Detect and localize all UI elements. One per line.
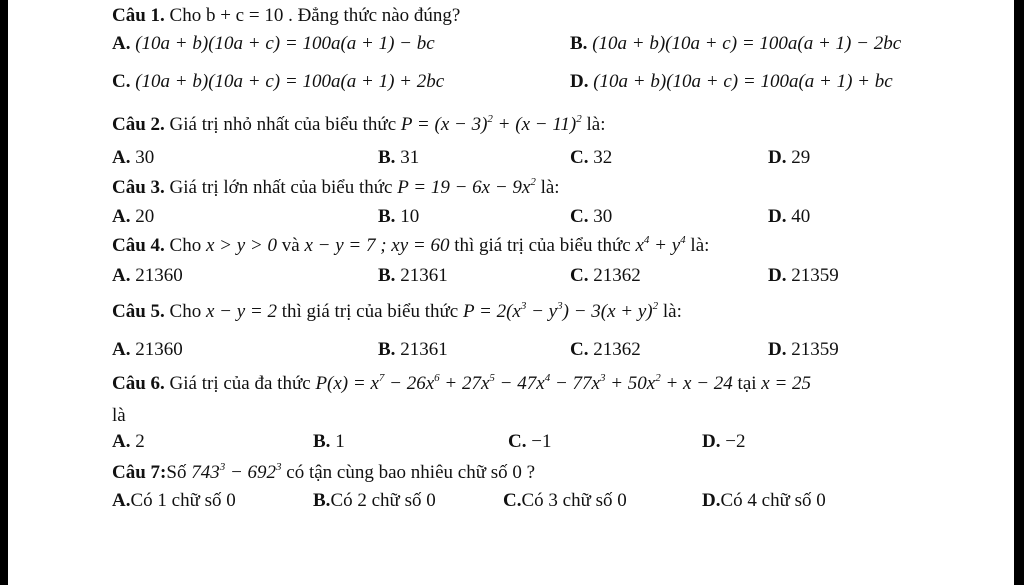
q1-option-a[interactable] bbox=[112, 32, 435, 56]
question-text: và bbox=[281, 235, 300, 256]
q7-option-c[interactable]: C.Có 3 chữ số 0 bbox=[503, 490, 627, 511]
math-expression: $x^4 + y^4$ bbox=[635, 234, 686, 256]
option-text: (10a + b)(10a + c) = 100a(a + 1) + bc bbox=[593, 71, 893, 92]
q4-option-b[interactable]: B. 21361 bbox=[378, 265, 448, 286]
math-expression: $P = (x - 3)^2 + (x - 11)^2$ bbox=[400, 113, 582, 135]
question-label: Câu 6. bbox=[112, 373, 165, 394]
q5-option-c[interactable]: C. 21362 bbox=[570, 339, 641, 360]
q6-option-b[interactable]: B. 1 bbox=[313, 431, 345, 452]
math-expression: $743^3 - 692^3$ bbox=[191, 461, 282, 483]
question-1-stem bbox=[112, 4, 460, 28]
q3-option-d[interactable]: D. 40 bbox=[768, 206, 811, 227]
q3-option-c[interactable]: C. 30 bbox=[570, 206, 613, 227]
option-label: C. bbox=[112, 71, 131, 92]
q1-option-d[interactable] bbox=[570, 70, 893, 94]
q3-option-a[interactable]: A. 20 bbox=[112, 206, 155, 227]
option-text: (10a + b)(10a + c) = 100a(a + 1) + 2bc bbox=[135, 71, 445, 92]
q4-option-c[interactable]: C. 21362 bbox=[570, 265, 641, 286]
question-label: Câu 7: bbox=[112, 462, 167, 483]
question-text: thì giá trị của biểu thức bbox=[454, 235, 631, 256]
q7-option-a[interactable]: A.Có 1 chữ số 0 bbox=[112, 490, 236, 511]
question-text: Cho b + c = 10 . Đẳng thức nào đúng? bbox=[169, 5, 461, 26]
question-6-continuation: là bbox=[112, 405, 126, 426]
question-text: Giá trị lớn nhất của biểu thức bbox=[169, 177, 393, 198]
q6-option-d[interactable]: D. −2 bbox=[702, 431, 746, 452]
option-text: (10a + b)(10a + c) = 100a(a + 1) − bc bbox=[135, 33, 435, 54]
question-text: Cho bbox=[169, 301, 202, 322]
question-5-stem bbox=[112, 300, 682, 324]
option-text: (10a + b)(10a + c) = 100a(a + 1) − 2bc bbox=[592, 33, 902, 54]
q6-option-c[interactable]: C. −1 bbox=[508, 431, 552, 452]
math-expression: x > y > 0 bbox=[205, 235, 277, 256]
question-text: Số bbox=[166, 462, 187, 483]
question-label: Câu 4. bbox=[112, 235, 165, 256]
q4-option-a[interactable]: A. 21360 bbox=[112, 265, 183, 286]
question-6-stem bbox=[112, 372, 811, 396]
question-label: Câu 1. bbox=[112, 5, 165, 26]
question-text-end: là: bbox=[662, 301, 682, 322]
q6-option-a[interactable]: A. 2 bbox=[112, 431, 145, 452]
math-expression: x = 25 bbox=[761, 373, 812, 394]
q1-option-c[interactable] bbox=[112, 70, 444, 94]
question-2-stem bbox=[112, 113, 606, 137]
question-label: Câu 2. bbox=[112, 114, 165, 135]
q1-option-b[interactable] bbox=[570, 32, 901, 56]
question-text: Giá trị nhỏ nhất của biểu thức bbox=[169, 114, 397, 135]
q4-option-d[interactable]: D. 21359 bbox=[768, 265, 839, 286]
q7-option-d[interactable]: D.Có 4 chữ số 0 bbox=[702, 490, 826, 511]
question-text-end: có tận cùng bao nhiêu chữ số 0 ? bbox=[286, 462, 536, 483]
option-label: A. bbox=[112, 33, 131, 54]
q5-option-a[interactable]: A. 21360 bbox=[112, 339, 183, 360]
q2-option-c[interactable]: C. 32 bbox=[570, 147, 613, 168]
q2-option-d[interactable]: D. 29 bbox=[768, 147, 811, 168]
math-expression: x − y = 2 bbox=[205, 301, 277, 322]
q5-option-b[interactable]: B. 21361 bbox=[378, 339, 448, 360]
question-text-end: là: bbox=[586, 114, 606, 135]
q3-option-b[interactable]: B. 10 bbox=[378, 206, 420, 227]
q5-option-d[interactable]: D. 21359 bbox=[768, 339, 839, 360]
q7-option-b[interactable]: B.Có 2 chữ số 0 bbox=[313, 490, 436, 511]
question-7-stem bbox=[112, 461, 535, 485]
option-label: B. bbox=[570, 33, 588, 54]
question-text: Cho bbox=[169, 235, 202, 256]
q2-option-a[interactable]: A. 30 bbox=[112, 147, 155, 168]
question-text: thì giá trị của biểu thức bbox=[281, 301, 459, 322]
q2-option-b[interactable]: B. 31 bbox=[378, 147, 420, 168]
math-expression: $P = 2(x^3 - y^3) - 3(x + y)^2$ bbox=[463, 300, 659, 322]
question-text: tại bbox=[737, 373, 757, 394]
question-text-end: là: bbox=[540, 177, 560, 198]
question-3-stem bbox=[112, 176, 560, 200]
question-label: Câu 3. bbox=[112, 177, 165, 198]
question-label: Câu 5. bbox=[112, 301, 165, 322]
option-label: D. bbox=[570, 71, 589, 92]
question-text: Giá trị của đa thức bbox=[169, 373, 311, 394]
question-text-end: là: bbox=[690, 235, 710, 256]
math-expression: $P(x) = x^7 - 26x^6 + 27x^5 - 47x^4 - 77x^3 + 50x^2 + x - 24$ bbox=[315, 372, 733, 394]
math-expression: $P = 19 - 6x - 9x^2$ bbox=[397, 176, 536, 198]
math-expression: x − y = 7 ; xy = 60 bbox=[304, 235, 450, 256]
question-4-stem bbox=[112, 234, 709, 258]
